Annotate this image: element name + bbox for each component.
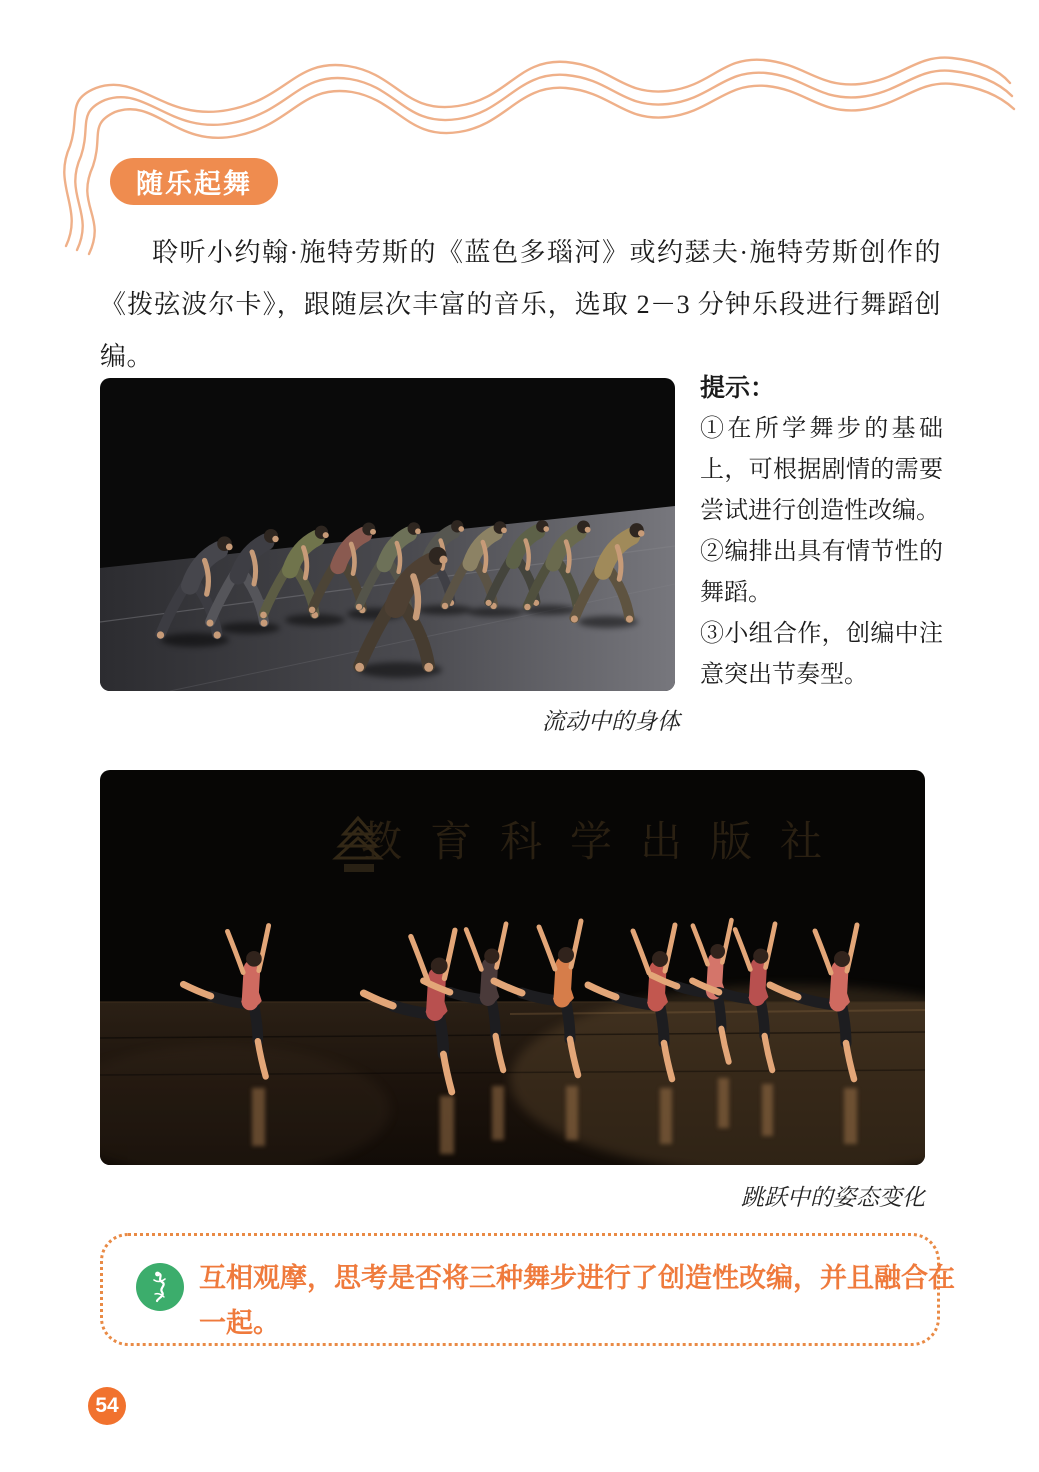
page-number: 54	[95, 1394, 119, 1417]
tip-item-1: ①在所学舞步的基础上，可根据剧情的需要尝试进行创造性改编。	[700, 416, 943, 524]
section-badge-label: 随乐起舞	[136, 169, 252, 199]
tip-item-3: ③小组合作，创编中注意突出节奏型。	[700, 621, 943, 688]
photo-flowing-bodies-illustration	[100, 378, 675, 691]
activity-text: 互相观摩，思考是否将三种舞步进行了创造性改编，并且融合在一起。	[199, 1263, 955, 1338]
dancer-icon	[136, 1263, 184, 1311]
photo-jumping-postures-illustration	[100, 770, 925, 1165]
intro-paragraph: 聆听小约翰·施特劳斯的《蓝色多瑙河》或约瑟夫·施特劳斯创作的《拨弦波尔卡》，跟随层次丰富的音乐，选取 2－3 分钟乐段进行舞蹈创编。	[100, 238, 941, 371]
activity-box	[100, 1233, 955, 1346]
photo1-caption: 流动中的身体	[542, 709, 680, 734]
photo-jumping-postures	[100, 770, 925, 1165]
tip-item-2: ②编排出具有情节性的舞蹈。	[700, 539, 943, 606]
photo2-caption: 跳跃中的姿态变化	[741, 1185, 925, 1210]
tips-title: 提示：	[700, 375, 776, 402]
section-badge	[110, 158, 278, 205]
watermark	[336, 818, 850, 872]
tips-block	[700, 372, 943, 696]
photo-flowing-bodies	[100, 378, 675, 691]
page-number-badge	[88, 1387, 126, 1425]
watermark-text: 教育科学出版社	[359, 820, 851, 866]
